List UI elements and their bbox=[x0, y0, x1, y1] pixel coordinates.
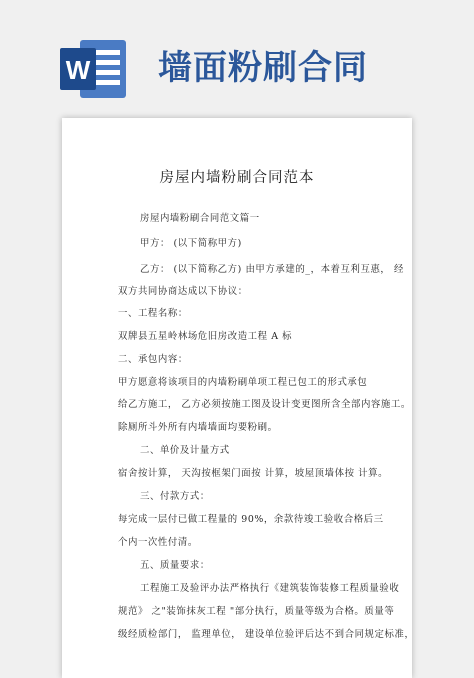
word-logo-letter: W bbox=[65, 55, 91, 85]
banner bbox=[0, 0, 474, 120]
clause-heading: 二、承包内容： bbox=[118, 354, 188, 365]
party-b-line: 乙方： (以下简称乙方) 由甲方承建的_，本着互利互惠， 经 bbox=[140, 264, 404, 275]
body-line: 双方共同协商达成以下协议： bbox=[118, 286, 248, 297]
body-line: 每完成一层付已做工程量的 90%，余款待竣工验收合格后三 bbox=[118, 514, 384, 525]
section-heading: 房屋内墙粉刷合同范文篇一 bbox=[140, 213, 260, 224]
body-line: 给乙方施工， 乙方必须按施工图及设计变更图所含全部内容施工。 bbox=[118, 399, 411, 410]
word-icon bbox=[58, 36, 128, 102]
body-line: 宿舍按计算， 天沟按框架门面按 计算，坡屋顶墙体按 计算。 bbox=[118, 468, 389, 479]
body-line: 除厕所斗外所有内墙墙面均要粉刷。 bbox=[118, 422, 278, 433]
body-line: 双牌县五星岭林场危旧房改造工程 A 标 bbox=[118, 331, 293, 342]
body-line: 级经质检部门， 监理单位， 建设单位验评后达不到合同规定标准， bbox=[118, 629, 415, 640]
party-a-line: 甲方： (以下简称甲方) bbox=[140, 238, 242, 249]
clause-heading: 三、付款方式： bbox=[140, 491, 210, 502]
body-line: 规范》 之"装饰抹灰工程 "部分执行，质量等级为合格。质量等 bbox=[118, 606, 395, 617]
body-line: 工程施工及验评办法严格执行《建筑装饰装修工程质量验收 bbox=[140, 583, 400, 594]
body-line: 甲方愿意将该项目的内墙粉刷单项工程已包工的形式承包 bbox=[118, 377, 368, 388]
banner-title: 墙面粉刷合同 bbox=[158, 48, 368, 88]
clause-heading: 五、质量要求： bbox=[140, 560, 210, 571]
clause-heading: 二、单价及计量方式 bbox=[140, 445, 230, 456]
document-page bbox=[62, 118, 415, 678]
clause-heading: 一、工程名称： bbox=[118, 308, 188, 319]
body-line: 个内一次性付清。 bbox=[118, 537, 198, 548]
document-title: 房屋内墙粉刷合同范本 bbox=[159, 170, 315, 186]
